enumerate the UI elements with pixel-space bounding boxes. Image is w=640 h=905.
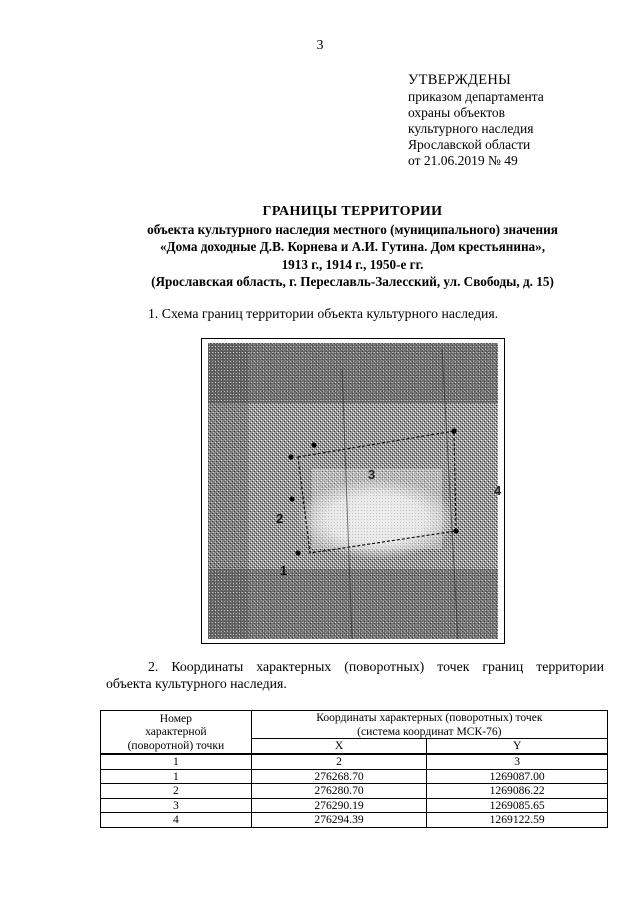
- point-label: 3: [368, 467, 376, 482]
- approval-line: культурного наследия: [408, 121, 534, 136]
- cell-point-number: 3: [101, 798, 252, 813]
- approval-stamp: [408, 72, 544, 169]
- approval-heading: УТВЕРЖДЕНЫ: [408, 72, 512, 88]
- header-text: Номер: [159, 711, 192, 725]
- cell-point-number: 2: [101, 784, 252, 799]
- point-label: 1: [280, 563, 288, 578]
- header-text: (система координат МСК-76): [357, 724, 502, 738]
- point-label: 4: [494, 483, 502, 498]
- column-number-row: [101, 754, 608, 770]
- column-number: 3: [427, 754, 608, 770]
- section-2-heading: [106, 658, 604, 692]
- coordinates-table: [100, 710, 608, 828]
- header-text: Координаты характерных (поворотных) точек: [316, 711, 543, 724]
- boundary-point: [453, 528, 458, 533]
- section-1-heading: 1. Схема границ территории объекта культурного наследия.: [148, 306, 499, 321]
- title-line: (Ярославская область, г. Переславль-Залесский, ул. Свободы, д. 15): [151, 274, 554, 289]
- cell-x: 276280.70: [251, 784, 427, 799]
- boundary-scheme-image: [201, 338, 505, 644]
- cell-x: 276268.70: [251, 769, 427, 784]
- title-main: ГРАНИЦЫ ТЕРРИТОРИИ: [262, 204, 443, 219]
- page-number: 3: [316, 38, 324, 53]
- cell-y: 1269086.22: [427, 784, 608, 799]
- section-2-line: 2. Координаты характерных (поворотных) точек границ территории: [148, 659, 604, 674]
- boundary-point: [289, 496, 294, 501]
- column-number: 2: [251, 754, 427, 770]
- document-title: [100, 203, 605, 291]
- cell-y: 1269087.00: [427, 769, 608, 784]
- boundary-point: [311, 442, 316, 447]
- cell-x: 276290.19: [251, 798, 427, 813]
- section-2-line: объекта культурного наследия.: [106, 676, 287, 691]
- table-row: [101, 813, 608, 828]
- header-text: (поворотной) точки: [127, 738, 225, 752]
- table-row: [101, 784, 608, 799]
- header-text: характерной: [145, 725, 207, 738]
- title-line: 1913 г., 1914 г., 1950-е гг.: [281, 256, 424, 272]
- title-line: объекта культурного наследия местного (муниципального) значения: [147, 221, 558, 237]
- column-number: 1: [101, 754, 252, 770]
- header-coordinates: [251, 711, 607, 739]
- cell-y: 1269122.59: [427, 813, 608, 828]
- boundary-point: [451, 428, 456, 433]
- approval-line: Ярославской области: [408, 137, 531, 152]
- header-point-number: [101, 711, 252, 754]
- boundary-point: [288, 454, 293, 459]
- header-y: Y: [427, 739, 608, 754]
- table-row: [101, 798, 608, 813]
- cell-x: 276294.39: [251, 813, 427, 828]
- point-label: 2: [276, 511, 284, 526]
- cell-y: 1269085.65: [427, 798, 608, 813]
- approval-line: приказом департамента: [408, 89, 544, 104]
- cell-point-number: 1: [101, 769, 252, 784]
- table-header-row: [101, 711, 608, 739]
- approval-line: от 21.06.2019 № 49: [408, 153, 518, 168]
- header-x: X: [251, 739, 427, 754]
- title-line: «Дома доходные Д.В. Корнева и А.И. Гутина. Дом крестьянина»,: [159, 239, 546, 254]
- cell-point-number: 4: [101, 813, 252, 828]
- table-row: [101, 769, 608, 784]
- boundary-point: [295, 550, 300, 555]
- approval-line: охраны объектов: [408, 105, 506, 120]
